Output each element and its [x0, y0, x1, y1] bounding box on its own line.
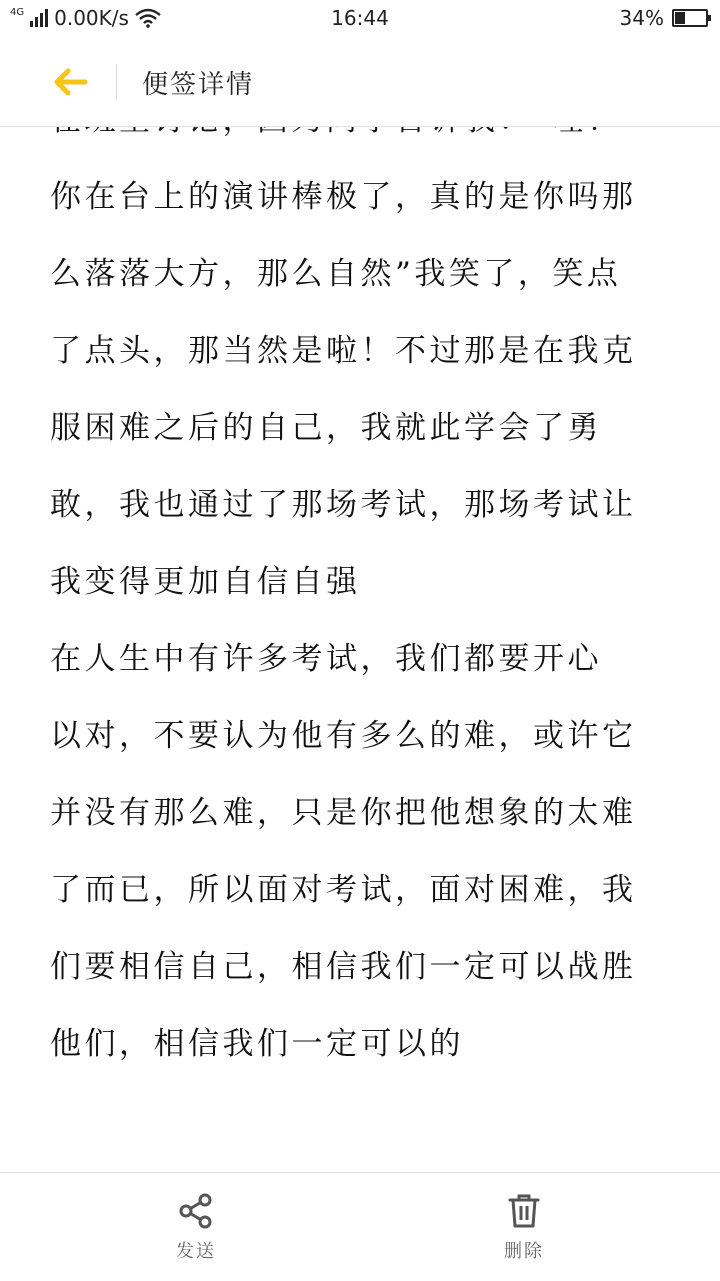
note-line: 他们，相信我们一定可以的 [50, 1026, 464, 1062]
network-type: 4G [10, 6, 25, 18]
delete-button[interactable] [464, 1193, 584, 1273]
battery-percent: 34% [619, 6, 664, 30]
note-line: 你在台上的演讲棒极了，真的是你吗那 [50, 179, 637, 215]
note-line: 么落落大方，那么自然”我笑了，笑点 [50, 256, 622, 292]
note-line: 了而已，所以面对考试，面对困难，我 [50, 872, 637, 908]
trash-icon [506, 1193, 542, 1229]
note-line: 我变得更加自信自强 [50, 564, 361, 600]
battery-icon [672, 9, 708, 27]
battery-level [675, 12, 685, 24]
note-line: 并没有那么难，只是你把他想象的太难 [50, 795, 637, 831]
note-line: 敢，我也通过了那场考试，那场考试让 [50, 487, 637, 523]
bottom-action-bar [0, 1172, 720, 1281]
note-line: 以对，不要认为他有多么的难，或许它 [50, 718, 637, 754]
app-header [0, 36, 720, 127]
share-icon [178, 1193, 214, 1229]
page-title: 便签详情 [142, 70, 255, 100]
network-speed: 0.00K/s [54, 6, 129, 30]
arrow-left-icon [52, 67, 88, 97]
note-line: 服困难之后的自己，我就此学会了勇 [50, 410, 602, 446]
header-divider [116, 64, 117, 100]
status-time: 16:44 [331, 6, 389, 30]
note-line: 在人生中有许多考试，我们都要开心 [50, 641, 602, 677]
delete-label: 删除 [504, 1241, 544, 1262]
note-content[interactable] [0, 126, 720, 1172]
note-body [50, 82, 670, 1083]
status-right [620, 6, 708, 30]
share-button[interactable] [136, 1193, 256, 1273]
note-line: 了点头，那当然是啦！不过那是在我克 [50, 333, 637, 369]
back-button[interactable] [48, 60, 92, 104]
status-bar [0, 0, 720, 36]
share-label: 发送 [176, 1241, 216, 1262]
note-line: 们要相信自己，相信我们一定可以战胜 [50, 949, 637, 985]
